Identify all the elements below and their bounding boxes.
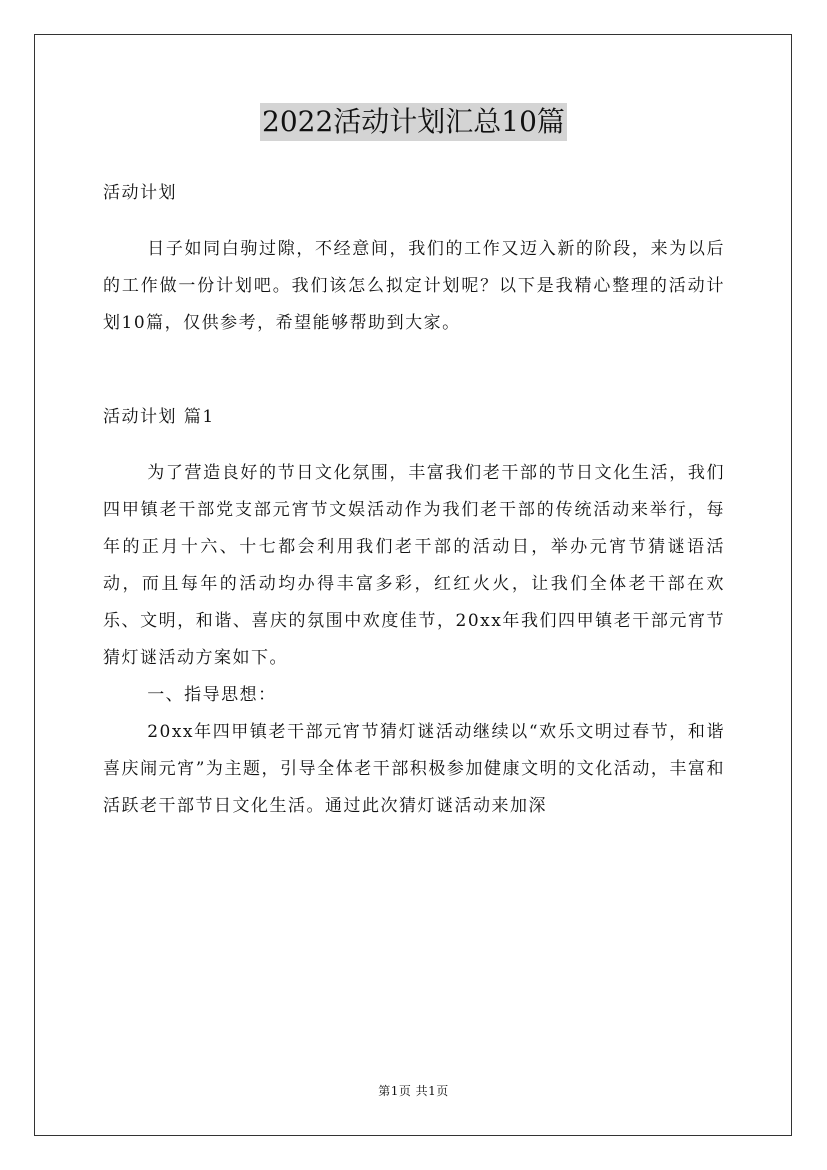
- section1-paragraph: 为了营造良好的节日文化氛围，丰富我们老干部的节日文化生活，我们四甲镇老干部党支部元宵节文娱活动作为我们老干部的传统活动来举行，每年的正月十六、十七都会利用我们老干部的活动日，举办元宵节猜谜语活动，而且每年的活动均办得丰富多彩，红红火火，让我们全体老干部在欢乐、文明，和谐、喜庆的氛围中欢度佳节，20xx年我们四甲镇老干部元宵节猜灯谜活动方案如下。: [103, 463, 725, 668]
- document-title: 2022活动计划汇总10篇: [260, 103, 567, 141]
- title-container: [0, 103, 827, 141]
- spacer: [103, 212, 725, 231]
- guiding-paragraph: 20xx年四甲镇老干部元宵节猜灯谜活动继续以“欢乐文明过春节，和谐喜庆闹元宵”为主题，引导全体老干部积极参加健康文明的文化活动，丰富和活跃老干部节日文化生活。通过此次猜灯谜活动来加深: [103, 722, 725, 816]
- page-footer: 第1页 共1页: [378, 1084, 449, 1098]
- subheading-guiding-thought: 一、指导思想：: [147, 685, 277, 705]
- spacer: [103, 342, 725, 399]
- spacer: [103, 436, 725, 455]
- intro-heading: 活动计划: [103, 183, 177, 203]
- document-body: [103, 175, 725, 825]
- section1-heading: 活动计划 篇1: [103, 407, 215, 427]
- intro-paragraph: 日子如同白驹过隙，不经意间，我们的工作又迈入新的阶段，来为以后的工作做一份计划吧。我们该怎么拟定计划呢？以下是我精心整理的活动计划10篇，仅供参考，希望能够帮助到大家。: [103, 239, 725, 333]
